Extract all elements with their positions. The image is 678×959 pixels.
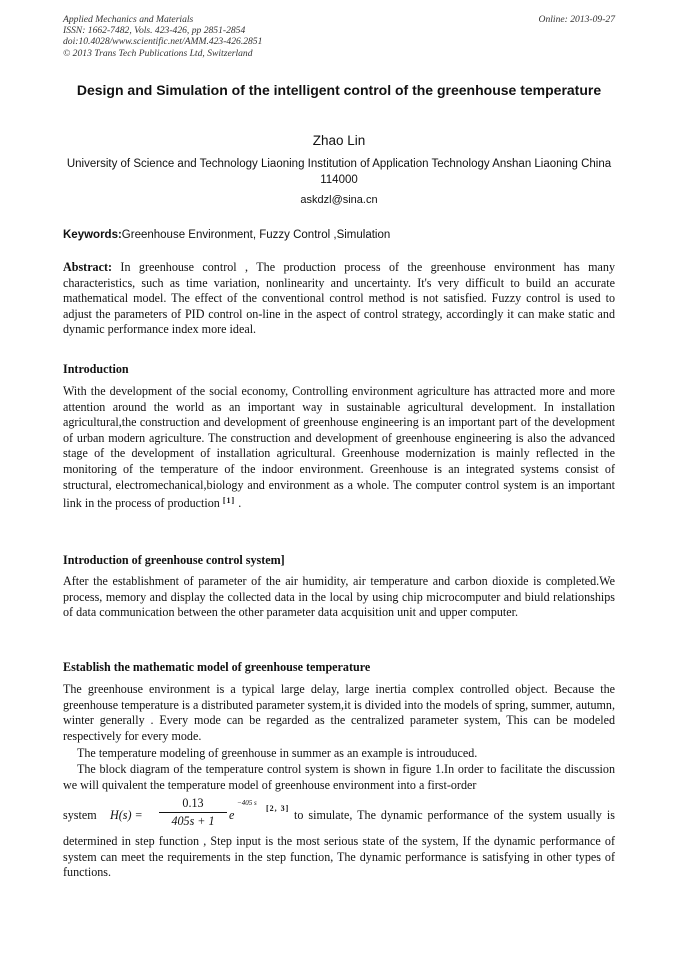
intro-paragraph: [63, 384, 615, 512]
doi-line: doi:10.4028/www.scientific.net/AMM.423-426.2851: [63, 36, 263, 48]
exp-power: −405 s: [237, 799, 257, 807]
keywords-text: Greenhouse Environment, Fuzzy Control ,Simulation: [121, 229, 391, 241]
section-heading-introduction: Introduction: [63, 362, 129, 376]
intro-text: With the development of the social economy, Controlling environment agriculture has attracted more and more attention around the world as an important way in sustainable agricultural development. In installation agricultural,the construction and development of greenhouse engineering is an important part of the development of urban modern agriculture. The construction and development of greenhouse engineering is also the advanced stage of the development of installation agricultural. Greenhouse modernization is mainly reflected in the monitoring of the temperature of the indoor environment. Greenhouse is an integrated systems consist of structural, electromechanical,biology and environment as a whole. The computer control system is an important link in the process of production: [63, 384, 615, 511]
transfer-function-fraction: [159, 796, 227, 829]
online-date: Online: 2013-09-27: [538, 14, 615, 25]
abstract: [63, 260, 615, 338]
keywords-label: Keywords:: [63, 229, 122, 241]
section-heading-control-system: Introduction of greenhouse control system]: [63, 553, 285, 567]
equation-line: [63, 796, 615, 830]
affiliation: University of Science and Technology Liaoning Institution of Application Technology Anshan Liaoning China 114000: [66, 158, 612, 186]
author-email[interactable]: askdzl@sina.cn: [300, 194, 378, 206]
section-heading-model: Establish the mathematic model of greenhouse temperature: [63, 660, 371, 674]
paper-title: Design and Simulation of the intelligent control of the greenhouse temperature: [76, 82, 602, 98]
equation-lhs: H(s) =: [110, 808, 143, 822]
issn-line: ISSN: 1662-7482, Vols. 423-426, pp 2851-2854: [63, 25, 246, 37]
exp-base: e: [229, 808, 235, 822]
abstract-label: Abstract:: [63, 260, 113, 274]
equation-prefix: system: [63, 808, 97, 822]
equation-citation[interactable]: [2, 3]: [266, 804, 290, 813]
model-paragraph-2: The temperature modeling of greenhouse in summer as an example is introuduced.: [77, 746, 478, 760]
fraction-denominator: 405s + 1: [171, 814, 215, 828]
model-paragraph-1: The greenhouse environment is a typical large delay, large inertia complex controlled object. Because the greenhouse temperature is a distributed parameter system,it is divided into the models of spring, summer, autumn, winter generally . Every mode can be regarded as the centralized parameter system, This can be modeled respectively for every mode.: [63, 682, 616, 743]
equation-suffix: to simulate, The dynamic performance of the system usually is: [294, 808, 615, 822]
citation-ref[interactable]: [1]: [222, 496, 236, 506]
abstract-text: In greenhouse control , The production process of the greenhouse environment has many characteristics, such as time variation, nonlinearity and uncertainty. It's very difficult to build an accurate mathematical model. The effect of the conventional control method is not satisfied. Fuzzy control is used to adjust the parameters of PID control on-line in the aspect of control strategy, accordingly it can make static and dynamic performance index more ideal.: [63, 260, 615, 337]
model-paragraph-4: determined in step function , Step input is the most serious state of the system, If the dynamic performance of system can meet the requirements in the step function, The dynamic performance is satisfying in other types of functions.: [63, 834, 615, 880]
keywords: [63, 229, 390, 241]
control-system-paragraph: After the establishment of parameter of the air humidity, air temperature and carbon dioxide is completed.We process, memory and display the collected data in the local by using chip microcomputer and biuld relationships of data communication between the other parameter data acquisition unit and upper computer.: [63, 574, 615, 620]
author-name: Zhao Lin: [312, 133, 366, 148]
journal-header: [63, 14, 262, 59]
journal-name: Applied Mechanics and Materials: [63, 14, 194, 25]
fraction-numerator: 0.13: [159, 796, 227, 813]
copyright-line: © 2013 Trans Tech Publications Ltd, Switzerland: [63, 47, 253, 59]
intro-end: .: [235, 496, 242, 511]
model-paragraph-3: The block diagram of the temperature control system is shown in figure 1.In order to facilitate the discussion we will quivalent the temperature model of greenhouse environment into a first-order: [63, 762, 615, 792]
